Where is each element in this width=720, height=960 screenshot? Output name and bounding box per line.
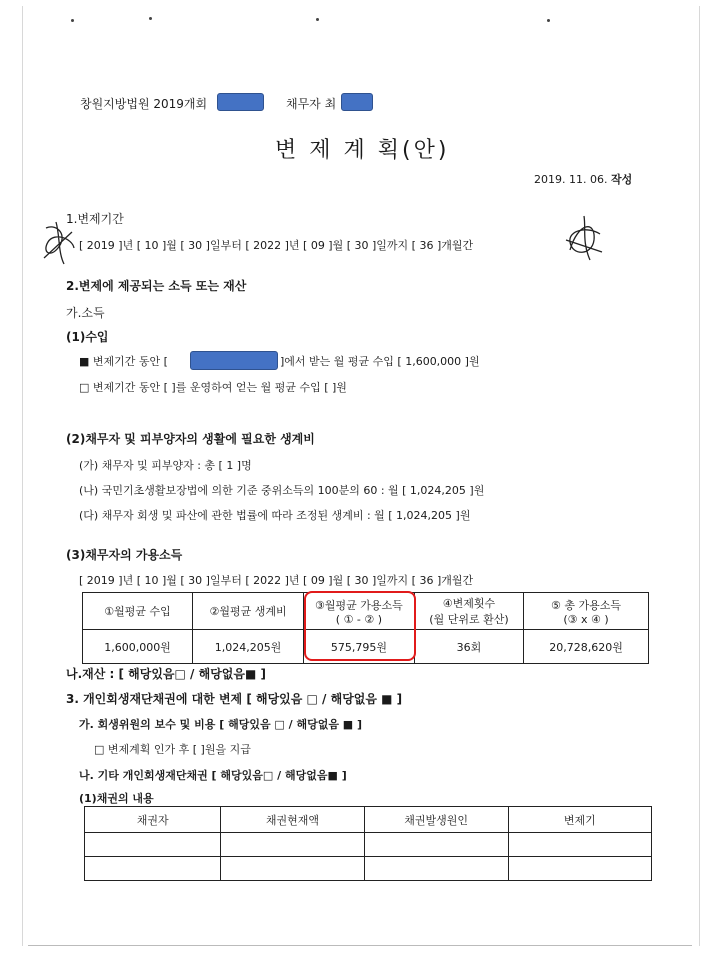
case-header: 창원지방법원 2019개회 bbox=[80, 97, 208, 111]
debtor-name-redaction bbox=[341, 93, 373, 111]
table-cell bbox=[508, 857, 651, 881]
section1-heading: 1.변제기간 bbox=[66, 212, 124, 226]
employer-redaction bbox=[190, 351, 278, 370]
table-cell bbox=[221, 857, 364, 881]
table-header-cell: 채권현재액 bbox=[221, 807, 364, 833]
scan-speck bbox=[316, 18, 319, 21]
debtor-label: 채무자 최 bbox=[286, 97, 337, 111]
property-line: 나.재산 : [ 해당있음□ / 해당없음■ ] bbox=[66, 667, 266, 681]
table-header-cell: ③월평균 가용소득 ( ① - ② ) bbox=[304, 593, 415, 630]
table-cell: 1,600,000원 bbox=[83, 630, 193, 664]
dependents-line: (가) 채무자 및 피부양자 : 총 [ 1 ]명 bbox=[79, 459, 252, 472]
table-cell bbox=[508, 833, 651, 857]
table-header-cell: 채권자 bbox=[85, 807, 221, 833]
table-cell: 1,024,205원 bbox=[193, 630, 304, 664]
table-header-cell: ②월평균 생계비 bbox=[193, 593, 304, 630]
table-header-cell: 채권발생원인 bbox=[364, 807, 508, 833]
table-header-cell: ⑤ 총 가용소득 (③ x ④ ) bbox=[524, 593, 649, 630]
signature-left bbox=[38, 218, 80, 268]
scan-speck bbox=[71, 19, 74, 22]
table-cell: 575,795원 bbox=[304, 630, 415, 664]
table-cell bbox=[85, 857, 221, 881]
table-cell: 20,728,620원 bbox=[524, 630, 649, 664]
income-line-employer-suffix: ]에서 받는 월 평균 수입 [ 1,600,000 ]원 bbox=[280, 355, 480, 368]
income-subsection: 가.소득 bbox=[66, 306, 105, 320]
document-title: 변 제 계 획(안) bbox=[275, 138, 450, 163]
adjusted-living-cost-line: (다) 채무자 회생 및 파산에 관한 법률에 따라 조정된 생계비 : 월 [ 1,024,205 ]원 bbox=[79, 509, 471, 522]
repayment-period: [ 2019 ]년 [ 10 ]월 [ 30 ]일부터 [ 2022 ]년 [ 09 ]월 [ 30 ]일까지 [ 36 ]개월간 bbox=[79, 239, 474, 252]
table-row bbox=[85, 857, 652, 881]
claims-heading: (1)채권의 내용 bbox=[79, 792, 154, 805]
available-income-heading: (3)채무자의 가용소득 bbox=[66, 548, 183, 562]
section3-heading: 3. 개인회생재단채권에 대한 변제 [ 해당있음 □ / 해당없음 ■ ] bbox=[66, 692, 403, 706]
living-cost-heading: (2)채무자 및 피부양자의 생활에 필요한 생계비 bbox=[66, 432, 315, 446]
case-number-redaction bbox=[217, 93, 264, 111]
table-cell: 36회 bbox=[414, 630, 523, 664]
table-cell bbox=[85, 833, 221, 857]
section2-heading: 2.변제에 제공되는 소득 또는 재산 bbox=[66, 279, 247, 293]
scan-speck bbox=[547, 19, 550, 22]
date-line bbox=[534, 171, 632, 187]
median-income-line: (나) 국민기초생활보장법에 의한 기준 중위소득의 100분의 60 : 월 [ 1,024,205 ]원 bbox=[79, 484, 485, 497]
trustee-fee-line: 가. 회생위원의 보수 및 비용 [ 해당있음 □ / 해당없음 ■ ] bbox=[79, 718, 363, 731]
other-claims-line: 나. 기타 개인회생재단채권 [ 해당있음□ / 해당없음■ ] bbox=[79, 769, 347, 782]
income-heading: (1)수입 bbox=[66, 330, 109, 344]
income-line-business: □ 변제기간 동안 [ ]를 운영하여 얻는 월 평균 수입 [ ]원 bbox=[79, 381, 347, 394]
table-cell bbox=[364, 857, 508, 881]
fee-payment-line: □ 변제계획 인가 후 [ ]원을 지급 bbox=[94, 743, 251, 756]
table-header-cell: 변제기 bbox=[508, 807, 651, 833]
written-date: 2019. 11. 06. bbox=[534, 173, 608, 186]
table-row bbox=[85, 833, 652, 857]
income-line-employer-prefix: ■ 변제기간 동안 [ bbox=[79, 355, 168, 368]
scan-speck bbox=[149, 17, 152, 20]
claims-table bbox=[84, 806, 652, 881]
table-header-cell: ④변제횟수 (월 단위로 환산) bbox=[414, 593, 523, 630]
page-bottom-edge bbox=[28, 945, 692, 946]
table-cell bbox=[221, 833, 364, 857]
table-cell bbox=[364, 833, 508, 857]
signature-right bbox=[560, 212, 608, 264]
table-header-row bbox=[85, 807, 652, 833]
available-income-period: [ 2019 ]년 [ 10 ]월 [ 30 ]일부터 [ 2022 ]년 [ 09 ]월 [ 30 ]일까지 [ 36 ]개월간 bbox=[79, 574, 474, 587]
table-header-cell: ①월평균 수입 bbox=[83, 593, 193, 630]
highlight-box bbox=[304, 591, 416, 661]
written-label: 작성 bbox=[610, 173, 633, 186]
